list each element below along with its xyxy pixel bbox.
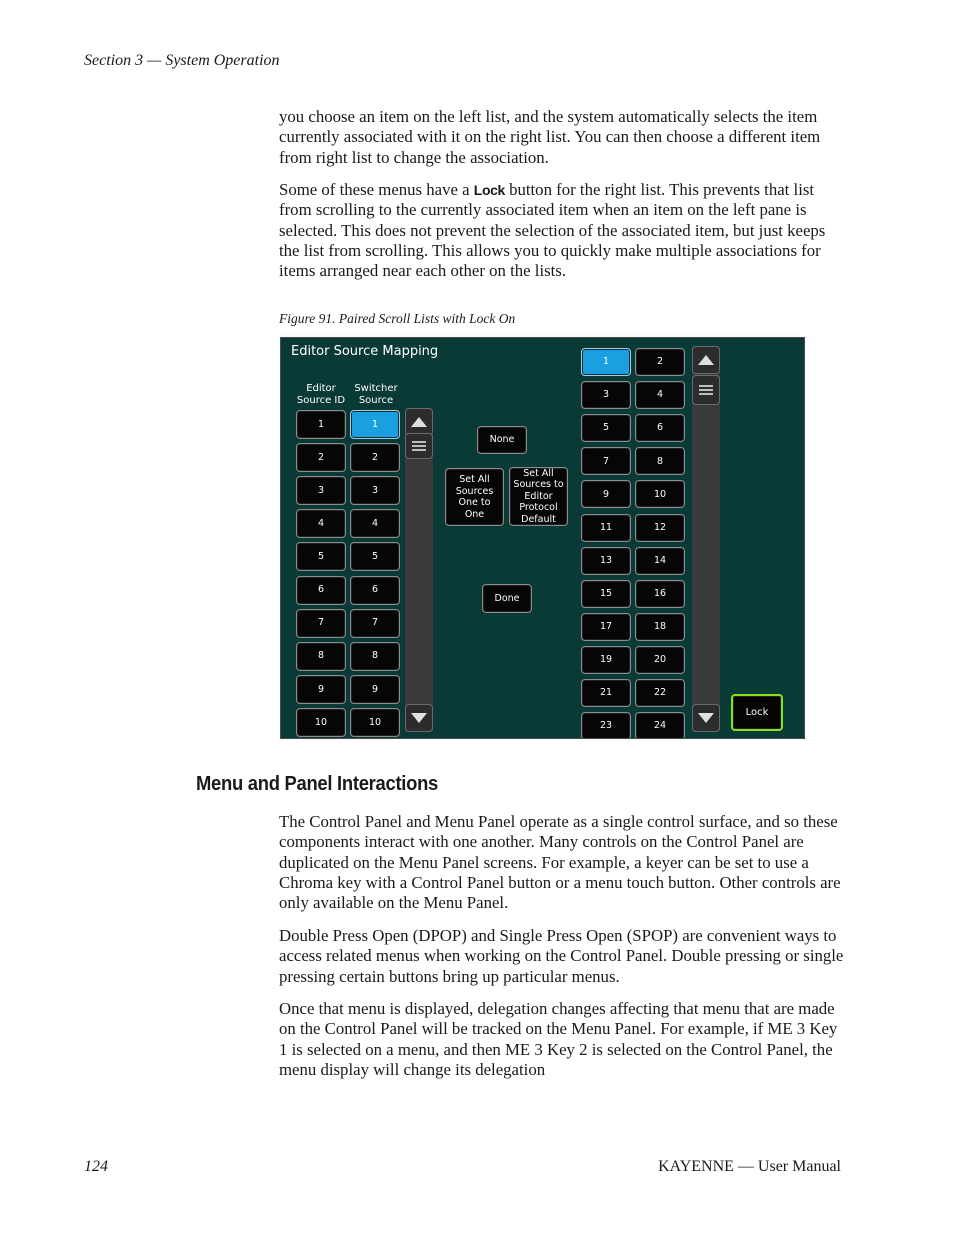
set-all-one-to-one-button[interactable]	[445, 468, 504, 526]
button-label	[513, 468, 563, 526]
button-label-line: Editor	[524, 490, 553, 502]
editor-source-button[interactable]: 10	[296, 708, 346, 737]
switcher-source-button[interactable]: 1	[350, 410, 400, 439]
editor-source-button[interactable]: 8	[296, 642, 346, 671]
arrow-down-icon	[698, 713, 714, 723]
right-source-button[interactable]: 19	[581, 646, 631, 674]
button-label-line: Default	[521, 513, 556, 525]
col-switcher-line1: Switcher	[354, 383, 398, 394]
section-paragraph-1: The Control Panel and Menu Panel operate as a single control surface, and so these components interact with one another. Many controls on the Control Panel are duplicated on the Menu Panel screens. For example, a keyer can be set to use a Chroma key with a Control Panel button or a menu touch button. Other controls are only available on the Menu Panel.	[279, 812, 841, 913]
left-scroll-up-button[interactable]	[405, 408, 433, 436]
right-scroll-up-button[interactable]	[692, 346, 720, 374]
right-source-button[interactable]: 2	[635, 348, 685, 376]
switcher-source-button[interactable]: 7	[350, 609, 400, 638]
doc-title: KAYENNE — User Manual	[658, 1158, 841, 1175]
button-label-line: Sources to	[513, 479, 564, 491]
none-button[interactable]: None	[477, 426, 527, 454]
arrow-up-icon	[411, 417, 427, 427]
right-source-button[interactable]: 3	[581, 381, 631, 409]
right-source-button[interactable]: 17	[581, 613, 631, 641]
right-source-button[interactable]: 9	[581, 480, 631, 508]
right-source-button[interactable]: 10	[635, 480, 685, 508]
switcher-source-button[interactable]: 4	[350, 509, 400, 538]
right-source-button[interactable]: 13	[581, 547, 631, 575]
right-source-button[interactable]: 16	[635, 580, 685, 608]
column-header-switcher-source	[347, 383, 405, 407]
button-label-line: Set All	[523, 467, 554, 479]
right-source-button[interactable]: 23	[581, 712, 631, 739]
editor-source-button[interactable]: 7	[296, 609, 346, 638]
col-switcher-line2: Source	[358, 395, 394, 406]
editor-source-button[interactable]: 2	[296, 443, 346, 472]
switcher-source-button[interactable]: 10	[350, 708, 400, 737]
switcher-source-button[interactable]: 8	[350, 642, 400, 671]
editor-source-button[interactable]: 3	[296, 476, 346, 505]
figure-screenshot	[278, 335, 807, 741]
intro-para2-before: Some of these menus have a	[279, 180, 474, 199]
right-scroll-thumb[interactable]	[692, 375, 720, 405]
right-source-button[interactable]: 5	[581, 414, 631, 442]
right-source-button[interactable]: 18	[635, 613, 685, 641]
right-source-button[interactable]: 14	[635, 547, 685, 575]
set-all-protocol-default-button[interactable]	[509, 467, 568, 526]
section-paragraph-3: Once that menu is displayed, delegation changes affecting that menu that are made on the Control Panel will be tracked on the Menu Panel. For example, if ME 3 Key 1 is selected on a menu, and then ME 3 Key 2 is selected on the Control Panel, the menu display will change its delegation	[279, 999, 838, 1079]
button-label-line: Set All	[459, 474, 490, 485]
right-source-button[interactable]: 7	[581, 447, 631, 475]
right-source-button[interactable]: 8	[635, 447, 685, 475]
right-source-button[interactable]: 4	[635, 381, 685, 409]
button-label-line: Sources	[455, 485, 494, 497]
right-scroll-down-button[interactable]	[692, 704, 720, 732]
right-source-button[interactable]: 15	[581, 580, 631, 608]
right-source-button[interactable]: 20	[635, 646, 685, 674]
button-label-line: Protocol	[519, 502, 558, 514]
col-editor-line2: Source ID	[296, 395, 346, 406]
editor-source-button[interactable]: 9	[296, 675, 346, 704]
grip-lines-icon	[699, 385, 713, 395]
page-number: 124	[84, 1158, 108, 1175]
menu-title: Editor Source Mapping	[291, 344, 439, 359]
lock-button[interactable]: Lock	[731, 694, 783, 731]
switcher-source-button[interactable]: 5	[350, 542, 400, 571]
button-label	[456, 474, 494, 520]
grip-lines-icon	[412, 441, 426, 451]
left-scroll-thumb[interactable]	[405, 433, 433, 459]
arrow-up-icon	[698, 355, 714, 365]
right-source-button[interactable]: 11	[581, 514, 631, 542]
intro-paragraph-1: you choose an item on the left list, and the system automatically selects the item currently associated with it on the right list. You can then choose a different item from right list to change the association.	[279, 107, 821, 167]
editor-source-button[interactable]: 5	[296, 542, 346, 571]
figure-caption: Figure 91. Paired Scroll Lists with Lock On	[279, 311, 516, 326]
switcher-source-button[interactable]: 6	[350, 576, 400, 605]
switcher-source-button[interactable]: 2	[350, 443, 400, 472]
right-source-button[interactable]: 24	[635, 712, 685, 739]
lock-keyword: Lock	[473, 182, 505, 198]
switcher-source-button[interactable]: 3	[350, 476, 400, 505]
section-heading: Menu and Panel Interactions	[196, 773, 439, 795]
button-label-line: One to	[458, 497, 491, 508]
column-header-editor-source-id	[292, 383, 350, 407]
right-source-button[interactable]: 6	[635, 414, 685, 442]
done-button[interactable]: Done	[482, 584, 532, 613]
col-editor-line1: Editor	[306, 383, 336, 394]
section-paragraph-2: Double Press Open (DPOP) and Single Press Open (SPOP) are convenient ways to access related menus when working on the Control Panel. Double pressing or single pressing certain buttons bring up particular menus.	[279, 926, 844, 986]
intro-paragraph-2	[279, 180, 844, 281]
editor-source-button[interactable]: 4	[296, 509, 346, 538]
button-label-line: One	[464, 508, 485, 520]
running-head: Section 3 — System Operation	[84, 52, 280, 69]
right-source-button[interactable]: 22	[635, 679, 685, 707]
right-source-button[interactable]: 21	[581, 679, 631, 707]
right-source-button[interactable]: 1	[581, 348, 631, 376]
arrow-down-icon	[411, 713, 427, 723]
editor-source-button[interactable]: 6	[296, 576, 346, 605]
intro-para2-after: button for the right list. This prevents that list from scrolling to the currently associated item when an item on the left pane is selected. This does not prevent the selection of the associated item, but just keeps the list from scrolling. This allows you to quickly make multiple associations for items arranged near each other on the lists.	[279, 180, 826, 281]
editor-source-mapping-menu	[280, 337, 805, 739]
right-source-button[interactable]: 12	[635, 514, 685, 542]
editor-source-button[interactable]: 1	[296, 410, 346, 439]
switcher-source-button[interactable]: 9	[350, 675, 400, 704]
left-scroll-down-button[interactable]	[405, 704, 433, 732]
